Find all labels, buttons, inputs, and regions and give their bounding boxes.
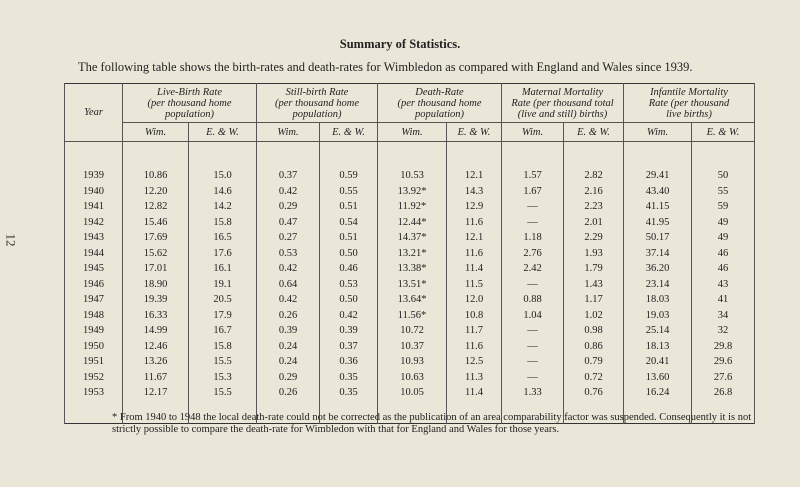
table-cell: 0.46 <box>320 261 378 277</box>
table-cell: 12.9 <box>447 199 502 215</box>
table-cell: 12.5 <box>447 354 502 370</box>
table-cell: 0.55 <box>320 184 378 200</box>
table-cell: 1.04 <box>502 308 564 324</box>
group-header-line: Death-Rate <box>415 86 464 98</box>
group-header-line: Still-birth Rate <box>285 86 349 98</box>
table-cell: 0.53 <box>320 277 378 293</box>
table-cell: 12.20 <box>123 184 189 200</box>
table-cell: 13.64* <box>378 292 447 308</box>
table-row <box>65 277 755 293</box>
table-cell: 15.8 <box>189 215 257 231</box>
table-cell: 10.93 <box>378 354 447 370</box>
table-cell: 12.17 <box>123 385 189 401</box>
page-title: Summary of Statistics. <box>339 37 461 51</box>
table-cell: 1.93 <box>564 246 624 262</box>
table-cell: 10.05 <box>378 385 447 401</box>
table-cell: — <box>502 277 564 293</box>
table-cell: 15.46 <box>123 215 189 231</box>
table-cell: 11.4 <box>447 385 502 401</box>
group-header-infantile-mortality <box>624 84 755 123</box>
sub-header-wim: Wim. <box>123 123 189 142</box>
table-cell: 1.18 <box>502 230 564 246</box>
group-header-line: live births) <box>666 108 712 120</box>
table-cell: 14.3 <box>447 184 502 200</box>
table-cell: 1.43 <box>564 277 624 293</box>
table-cell: 0.42 <box>257 261 320 277</box>
table-cell: 43.40 <box>624 184 692 200</box>
table-cell: — <box>502 370 564 386</box>
table-cell: 14.6 <box>189 184 257 200</box>
table-cell: 11.5 <box>447 277 502 293</box>
year-cell: 1952 <box>65 370 123 386</box>
table-spacer-row <box>65 142 755 169</box>
table-row <box>65 323 755 339</box>
table-cell: 17.69 <box>123 230 189 246</box>
table-cell: 15.62 <box>123 246 189 262</box>
year-cell: 1953 <box>65 385 123 401</box>
table-cell: 11.56* <box>378 308 447 324</box>
table-cell: 10.53 <box>378 168 447 184</box>
group-header-line: Infantile Mortality <box>650 86 728 98</box>
table-row <box>65 261 755 277</box>
table-cell: 32 <box>692 323 755 339</box>
table-cell: 0.76 <box>564 385 624 401</box>
table-cell: 1.67 <box>502 184 564 200</box>
table-cell: 11.6 <box>447 246 502 262</box>
table-cell: 13.51* <box>378 277 447 293</box>
group-header-line: (per thousand home <box>275 97 359 109</box>
group-header-line: (live and still) births) <box>517 108 608 120</box>
table-cell: 27.6 <box>692 370 755 386</box>
table-cell: 11.3 <box>447 370 502 386</box>
table-cell: 1.33 <box>502 385 564 401</box>
table-cell: 2.76 <box>502 246 564 262</box>
group-header-line: population) <box>165 108 214 120</box>
table-row <box>65 308 755 324</box>
table-cell: 0.88 <box>502 292 564 308</box>
table-cell: 1.02 <box>564 308 624 324</box>
table-cell: 17.01 <box>123 261 189 277</box>
table-cell: 0.50 <box>320 246 378 262</box>
sub-header-ew: E. & W. <box>320 123 378 142</box>
table-cell: 0.47 <box>257 215 320 231</box>
table-cell: 0.53 <box>257 246 320 262</box>
year-cell: 1945 <box>65 261 123 277</box>
footnote: * From 1940 to 1948 the local death-rate could not be corrected as the publication of an area comparability factor was suspended. Consequently it is not strictly possible to compare the death-rate for Wimbledon with that for England and Wales for those years. <box>112 412 752 435</box>
sub-header-ew: E. & W. <box>692 123 755 142</box>
year-header: Year <box>65 84 123 142</box>
table-cell: 0.37 <box>257 168 320 184</box>
table-cell: 0.35 <box>320 370 378 386</box>
table-cell: 19.39 <box>123 292 189 308</box>
table-cell: 13.26 <box>123 354 189 370</box>
table-cell: 13.38* <box>378 261 447 277</box>
group-header-line: Live-Birth Rate <box>156 86 223 98</box>
table-cell: 41.95 <box>624 215 692 231</box>
table-cell: 16.5 <box>189 230 257 246</box>
table-cell: 55 <box>692 184 755 200</box>
year-cell: 1944 <box>65 246 123 262</box>
table-cell: 0.51 <box>320 199 378 215</box>
table-cell: — <box>502 199 564 215</box>
table-cell: 2.16 <box>564 184 624 200</box>
group-header-line: (per thousand home <box>397 97 482 109</box>
table-row <box>65 370 755 386</box>
group-header-line: Rate (per thousand <box>648 97 730 109</box>
table-cell: 13.92* <box>378 184 447 200</box>
table-cell: 0.24 <box>257 354 320 370</box>
table-cell: 2.42 <box>502 261 564 277</box>
table-cell: — <box>502 354 564 370</box>
table-cell: 0.29 <box>257 370 320 386</box>
year-cell: 1939 <box>65 168 123 184</box>
table-cell: 23.14 <box>624 277 692 293</box>
table-cell: 1.17 <box>564 292 624 308</box>
table-cell: 15.5 <box>189 385 257 401</box>
table-cell: 2.01 <box>564 215 624 231</box>
table-cell: 0.26 <box>257 385 320 401</box>
table-cell: 11.4 <box>447 261 502 277</box>
table-cell: 0.64 <box>257 277 320 293</box>
table-cell: 0.79 <box>564 354 624 370</box>
table-cell: 16.24 <box>624 385 692 401</box>
table-cell: 0.54 <box>320 215 378 231</box>
table-cell: 29.8 <box>692 339 755 355</box>
table-cell: 10.86 <box>123 168 189 184</box>
group-header-line: (per thousand home <box>147 97 232 109</box>
year-cell: 1941 <box>65 199 123 215</box>
table-cell: 10.63 <box>378 370 447 386</box>
group-header-line: population) <box>292 108 342 120</box>
group-header-still-birth <box>257 84 378 123</box>
table-row <box>65 246 755 262</box>
table-cell: 19.1 <box>189 277 257 293</box>
year-cell: 1951 <box>65 354 123 370</box>
sub-header-wim: Wim. <box>502 123 564 142</box>
table-cell: 0.51 <box>320 230 378 246</box>
table-cell: 59 <box>692 199 755 215</box>
table-row <box>65 168 755 184</box>
table-cell: 46 <box>692 246 755 262</box>
table-cell: 15.5 <box>189 354 257 370</box>
table-row <box>65 385 755 401</box>
table-cell: 29.6 <box>692 354 755 370</box>
table-row <box>65 292 755 308</box>
table-cell: 13.21* <box>378 246 447 262</box>
table-cell: 36.20 <box>624 261 692 277</box>
table-cell: 43 <box>692 277 755 293</box>
table-cell: 1.79 <box>564 261 624 277</box>
table-cell: 16.7 <box>189 323 257 339</box>
table-cell: — <box>502 323 564 339</box>
table-cell: 0.39 <box>257 323 320 339</box>
table-cell: 17.9 <box>189 308 257 324</box>
table-cell: 14.37* <box>378 230 447 246</box>
table-cell: 49 <box>692 215 755 231</box>
table-cell: 12.1 <box>447 168 502 184</box>
group-header-line: Maternal Mortality <box>521 86 604 98</box>
table-cell: 14.99 <box>123 323 189 339</box>
table-cell: 11.6 <box>447 339 502 355</box>
table-cell: 11.92* <box>378 199 447 215</box>
group-header-line: population) <box>415 108 464 120</box>
table-cell: 0.39 <box>320 323 378 339</box>
table-cell: 41 <box>692 292 755 308</box>
sub-header-ew: E. & W. <box>447 123 502 142</box>
year-cell: 1943 <box>65 230 123 246</box>
table-cell: 13.60 <box>624 370 692 386</box>
table-cell: 0.50 <box>320 292 378 308</box>
table-cell: 15.0 <box>189 168 257 184</box>
table-cell: 0.36 <box>320 354 378 370</box>
table-row <box>65 339 755 355</box>
table-cell: 2.29 <box>564 230 624 246</box>
group-header-maternal-mortality <box>502 84 624 123</box>
table-cell: 12.44* <box>378 215 447 231</box>
sub-header-wim: Wim. <box>624 123 692 142</box>
table-cell: 0.42 <box>320 308 378 324</box>
table-cell: 16.33 <box>123 308 189 324</box>
sub-header-wim: Wim. <box>378 123 447 142</box>
year-cell: 1949 <box>65 323 123 339</box>
sub-header-ew: E. & W. <box>189 123 257 142</box>
table-cell: 2.23 <box>564 199 624 215</box>
table-cell: 0.37 <box>320 339 378 355</box>
table-cell: 18.03 <box>624 292 692 308</box>
year-cell: 1948 <box>65 308 123 324</box>
table-cell: 0.42 <box>257 184 320 200</box>
table-cell: 18.90 <box>123 277 189 293</box>
table-cell: 46 <box>692 261 755 277</box>
sub-header-wim: Wim. <box>257 123 320 142</box>
table-cell: 0.72 <box>564 370 624 386</box>
table-cell: — <box>502 215 564 231</box>
table-cell: 0.59 <box>320 168 378 184</box>
table-row <box>65 215 755 231</box>
table-cell: 37.14 <box>624 246 692 262</box>
table-cell: 0.42 <box>257 292 320 308</box>
year-cell: 1946 <box>65 277 123 293</box>
table-cell: 15.8 <box>189 339 257 355</box>
year-cell: 1947 <box>65 292 123 308</box>
table-cell: 17.6 <box>189 246 257 262</box>
table-cell: 26.8 <box>692 385 755 401</box>
table-body <box>65 142 755 424</box>
table-cell: 12.46 <box>123 339 189 355</box>
group-header-line: Rate (per thousand total <box>511 97 614 109</box>
table-cell: 34 <box>692 308 755 324</box>
statistics-table <box>64 83 755 424</box>
page-number: 12 <box>3 233 19 247</box>
table-cell: — <box>502 339 564 355</box>
table-cell: 0.86 <box>564 339 624 355</box>
table-cell: 0.29 <box>257 199 320 215</box>
group-header-death-rate <box>378 84 502 123</box>
table-cell: 11.7 <box>447 323 502 339</box>
table-cell: 20.41 <box>624 354 692 370</box>
table-cell: 14.2 <box>189 199 257 215</box>
table-cell: 11.67 <box>123 370 189 386</box>
table-row <box>65 354 755 370</box>
group-header-live-birth <box>123 84 257 123</box>
table-cell: 10.37 <box>378 339 447 355</box>
table-cell: 0.26 <box>257 308 320 324</box>
intro-text: The following table shows the birth-rates and death-rates for Wimbledon as compared with England and Wales since 1939. <box>78 60 693 74</box>
table-cell: 50.17 <box>624 230 692 246</box>
year-cell: 1940 <box>65 184 123 200</box>
table-cell: 20.5 <box>189 292 257 308</box>
table-cell: 12.1 <box>447 230 502 246</box>
table-cell: 12.82 <box>123 199 189 215</box>
table-cell: 12.0 <box>447 292 502 308</box>
table-cell: 49 <box>692 230 755 246</box>
table-cell: 10.8 <box>447 308 502 324</box>
year-cell: 1942 <box>65 215 123 231</box>
table-cell: 2.82 <box>564 168 624 184</box>
table-cell: 50 <box>692 168 755 184</box>
table-cell: 19.03 <box>624 308 692 324</box>
table-cell: 41.15 <box>624 199 692 215</box>
table-cell: 11.6 <box>447 215 502 231</box>
table-cell: 10.72 <box>378 323 447 339</box>
table-row <box>65 184 755 200</box>
table-cell: 0.98 <box>564 323 624 339</box>
table-cell: 25.14 <box>624 323 692 339</box>
sub-header-ew: E. & W. <box>564 123 624 142</box>
table-cell: 0.24 <box>257 339 320 355</box>
table-cell: 0.27 <box>257 230 320 246</box>
table-row <box>65 230 755 246</box>
table-cell: 29.41 <box>624 168 692 184</box>
table-cell: 18.13 <box>624 339 692 355</box>
table-cell: 1.57 <box>502 168 564 184</box>
table-cell: 15.3 <box>189 370 257 386</box>
table-cell: 16.1 <box>189 261 257 277</box>
year-cell: 1950 <box>65 339 123 355</box>
table-row <box>65 199 755 215</box>
table-cell: 0.35 <box>320 385 378 401</box>
